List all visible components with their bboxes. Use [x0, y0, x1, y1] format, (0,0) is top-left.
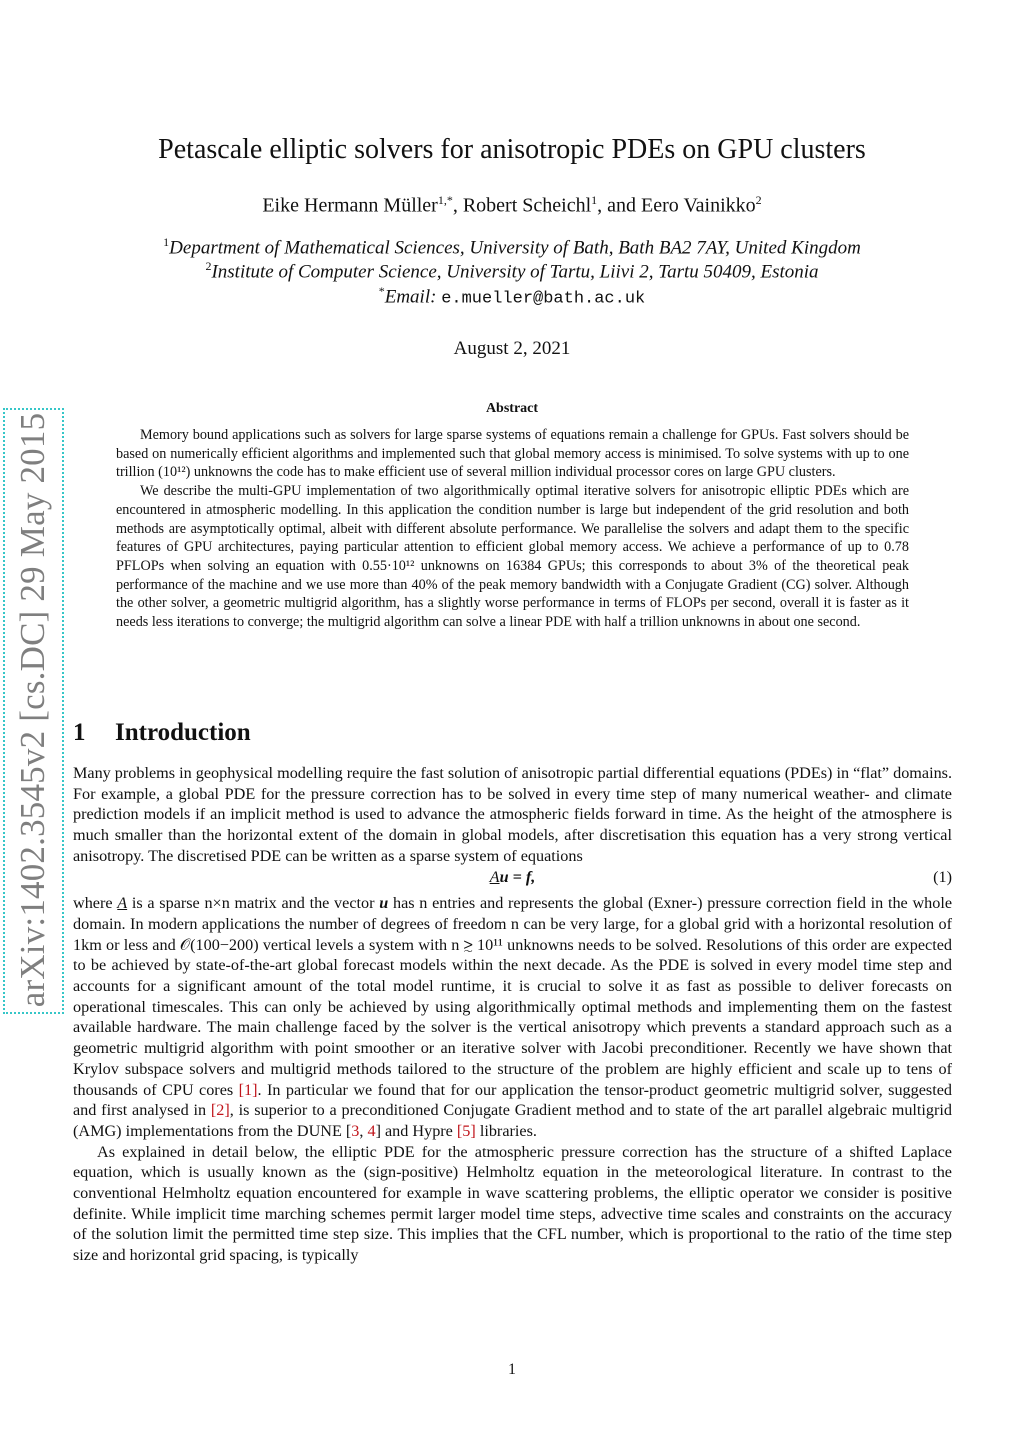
vector-symbol-u: u	[379, 894, 389, 913]
arxiv-identifier[interactable]: arXiv:1402.3545v2 [cs.DC] 29 May 2015	[13, 412, 52, 1008]
p2-text-b: is a sparse n×n matrix and the vector	[131, 894, 375, 913]
section-heading-introduction	[73, 719, 251, 747]
abstract-body	[116, 426, 909, 632]
section-title: Introduction	[115, 719, 251, 746]
abstract-paragraph-1: Memory bound applications such as solvers for large sparse systems of equations remain a challenge for GPUs. Fast solvers should be based on numerically efficient algorithms and implemented such that global memory access is minimised. To solve systems with up to one trillion (10¹²) unknowns the code has to make efficient use of several million individual processor cores on large GPU clusters.	[116, 427, 909, 481]
contact-email	[0, 284, 1024, 308]
equation-remainder: u = f,	[499, 867, 536, 886]
author-3-marker: 2	[755, 193, 762, 207]
p2-text-c: has n entries and represents the global (Exner-) pressure correction field in the whole domain. In modern applications the number of degrees of freedom n can be very large, for a global grid with a horizontal resolution of 1km or less and 𝒪(100−200) vertical levels a system with n ≳ 10¹¹ unknowns needs to be solved. Resolutions of this order are expected to be achieved by state-of-the-art global forecast models within the next decade. As the PDE is solved in every model time step and accounts for a significant amount of the total model runtime, it is crucial to solve it as fast as possible to deliver forecasts on operational timescales. This can only be achieved by using algorithmically optimal methods and implementing them on the fastest available hardware. The main challenge faced by the solver is the vertical anisotropy which prevents a standard approach such as a geometric multigrid algorithm with point smoother or an iterative solver with Jacobi preconditioner. Recently we have shown that Krylov subspace solvers and multigrid methods tailored to the structure of the problem are highly efficient and scale up to tens of thousands of CPU cores	[73, 894, 952, 1099]
author-1: Eike Hermann Müller	[262, 194, 438, 217]
citation-3-close: ]	[375, 1121, 381, 1140]
introduction-body	[73, 763, 952, 1266]
p2-text-d: . In particular we found that for our application the tensor-product geometric multigrid solver, suggested and first analysed in	[73, 1080, 953, 1120]
affiliation-2	[0, 259, 1024, 283]
author-1-marker: 1,*	[437, 193, 453, 207]
author-list: Eike Hermann Müller$^{1,*}$, Robert Scheichl$^1$, and Eero Vainikko$^2$	[262, 193, 762, 217]
author-3: Eero Vainikko	[641, 194, 756, 217]
intro-paragraph-2	[73, 893, 952, 1141]
email-marker: *	[378, 284, 385, 298]
citation-4-link[interactable]: 4	[367, 1121, 376, 1140]
affiliation-1-text: Department of Mathematical Sciences, University of Bath, Bath BA2 7AY, United Kingdom	[169, 237, 861, 259]
affiliation-1-marker: 1	[163, 235, 170, 249]
author-conjunction: and	[607, 194, 637, 217]
abstract-heading: Abstract	[485, 401, 539, 416]
author-2: Robert Scheichl	[462, 194, 592, 217]
citation-3-separator: ,	[359, 1121, 368, 1140]
email-address[interactable]: e.mueller@bath.ac.uk	[441, 289, 646, 309]
author-2-marker: 1	[591, 193, 598, 207]
citation-2-link[interactable]: [2]	[210, 1101, 230, 1120]
citation-1-link[interactable]: [1]	[238, 1080, 258, 1099]
equation-matrix-symbol: A	[489, 867, 500, 886]
p2-text-g: libraries.	[479, 1121, 537, 1140]
paper-title: Petascale elliptic solvers for anisotropic PDEs on GPU clusters	[158, 134, 866, 165]
p2-text-a: where	[73, 894, 113, 913]
citation-3-open: [	[345, 1121, 352, 1140]
paper-date: August 2, 2021	[453, 338, 571, 359]
matrix-symbol-A: A	[117, 894, 128, 913]
citation-3-link[interactable]: 3	[351, 1121, 360, 1140]
equation-expression	[73, 867, 952, 888]
abstract-paragraph-2: We describe the multi-GPU implementation of two algorithmically optimal iterative solvers for anisotropic elliptic PDEs which are encountered in atmospheric modelling. In this application the condition number is large but independent of the grid resolution and both methods are asymptotically optimal, albeit with different absolute performance. We parallelise the solvers and adapt them to the specific features of GPU architectures, paying particular attention to efficient global memory access. We achieve a performance of up to 0.78 PFLOPs when solving an equation with 0.55·10¹² unknowns on 16384 GPUs; this corresponds to about 3% of the theoretical peak performance of the machine and we use more than 40% of the peak memory bandwidth with a Conjugate Gradient (CG) solver. Although the other solver, a geometric multigrid algorithm, has a slightly worse performance in terms of FLOPs per second, overall it is faster as it needs less iterations to converge; the multigrid algorithm can solve a linear PDE with half a trillion unknowns in about one second.	[116, 483, 909, 631]
intro-paragraph-1: Many problems in geophysical modelling require the fast solution of anisotropic partial differential equations (PDEs) in “flat” domains. For example, a global PDE for the pressure correction has to be solved in every time step of many numerical weather- and climate prediction models if an implicit method is used to advance the atmospheric fields forward in time. As the height of the atmosphere is much smaller than the horizontal extent of the domain in global models, after discretisation this equation has a very strong vertical anisotropy. The discretised PDE can be written as a sparse system of equations	[73, 764, 953, 865]
intro-paragraph-3: As explained in detail below, the elliptic PDE for the atmospheric pressure correction has the structure of a shifted Laplace equation, which is usually known as the (sign-positive) Helmholtz equation in the meteorological literature. In contrast to the conventional Helmholtz equation encountered for example in wave scattering problems, the elliptic operator we consider is positive definite. While implicit time marching schemes permit larger model time steps, advective time scales and constraints on the accuracy of the solution limit the permitted time step size. This implies that the CFL number, which is proportional to the ratio of the time step size and horizontal grid spacing, is typically	[73, 1142, 952, 1265]
section-number: 1	[73, 719, 86, 746]
citation-5-link[interactable]: [5]	[456, 1121, 476, 1140]
page-number: 1	[508, 1361, 516, 1378]
affiliation-2-marker: 2	[205, 259, 212, 273]
equation-number: (1)	[933, 867, 952, 886]
affiliation-2-text: Institute of Computer Science, University of Tartu, Liivi 2, Tartu 50409, Estonia	[211, 261, 819, 283]
equation-1	[73, 867, 952, 888]
p2-text-e: , is superior to a preconditioned Conjugate Gradient method and to state of the art parallel algebraic multigrid (AMG) implementations from the DUNE	[73, 1101, 953, 1140]
email-label: Email:	[384, 286, 437, 308]
affiliation-1	[0, 235, 1024, 259]
p2-text-f: and Hypre	[385, 1121, 453, 1140]
